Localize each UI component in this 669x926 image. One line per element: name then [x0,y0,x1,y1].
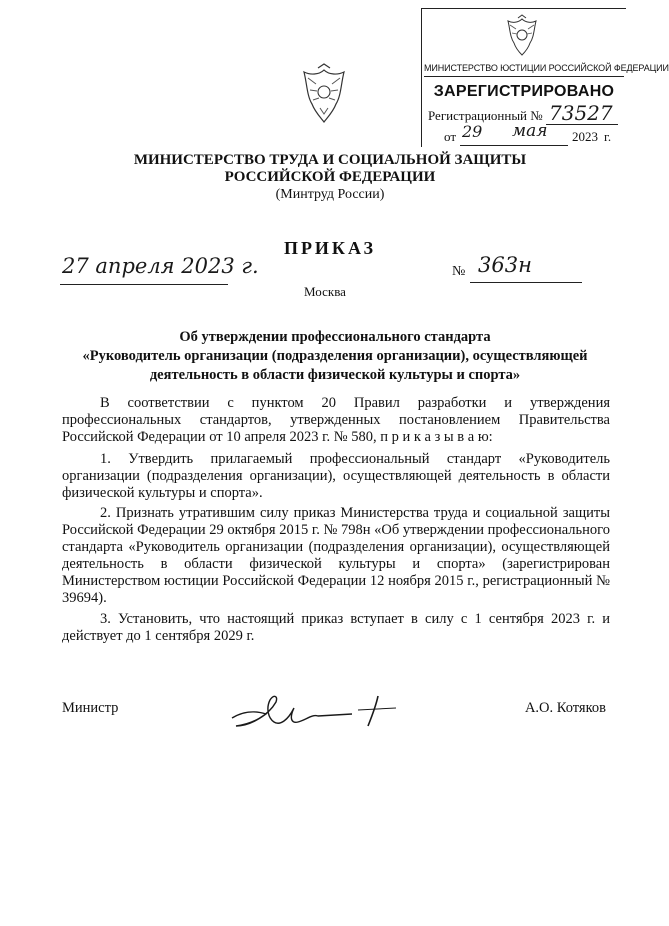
number-label: № [452,264,466,279]
title-line2: «Руководитель организации (подразделения организации), осуществляющей [82,348,588,364]
handwritten-number: 363н [478,253,532,277]
stamp-divider [424,76,624,77]
paragraph-item-2: 2. Признать утратившим силу приказ Министерства труда и социальной защиты Российской Федерации 29 октября 2015 г. № 798н «Об утверждении профессионального стандарта «Руководитель организации (подразделения организации), осуществляющей деятельность в области физической культуры и спорта» (зарегистрирован Министерством юстиции Российской Федерации 12 ноября 2015 г., регистрационный № 39694). [62,505,610,606]
coat-of-arms-icon [300,64,348,126]
stamp-date-underline [460,145,568,146]
handwritten-date: 27 апреля 2023 г. [62,254,259,278]
document-title [62,328,608,385]
stamp-month: мая [512,121,548,141]
title-line3: деятельность в области физической культуры и спорта» [149,367,521,383]
stamp-year-suffix: г. [604,129,612,144]
ministry-name-line2: РОССИЙСКОЙ ФЕДЕРАЦИИ [224,169,436,185]
paragraph-item-1: 1. Утвердить прилагаемый профессиональный стандарт «Руководитель организации (подразделения организации), осуществляющей деятельность в области физической культуры и спорта». [62,451,610,501]
signatory-name: А.О. Котяков [524,700,606,716]
number-underline [470,282,582,283]
signatory-position: Министр [62,700,119,716]
stamp-ministry-name: МИНИСТЕРСТВО ЮСТИЦИИ РОССИЙСКОЙ ФЕДЕРАЦИИ [424,63,669,73]
stamp-registered-label: ЗАРЕГИСТРИРОВАНО [433,83,615,100]
stamp-reg-number: 73527 [549,101,613,125]
handwritten-signature-icon [228,686,408,734]
ministry-short-name: (Минтруд России) [275,187,385,202]
ministry-name [80,152,580,186]
stamp-year: 2023 [572,129,598,144]
stamp-day: 29 [462,122,483,141]
paragraph-item-3: 3. Установить, что настоящий приказ вступает в силу с 1 сентября 2023 г. и действует до 1 сентября 2029 г. [62,611,610,644]
coat-of-arms-icon [504,15,540,59]
date-underline [60,284,228,285]
paragraph-preamble: В соответствии с пунктом 20 Правил разработки и утверждения профессиональных стандартов, утвержденных постановлением Правительства Российской Федерации от 10 апреля 2023 г. № 580, п р и к а з ы в а ю: [62,395,610,445]
title-line1: Об утверждении профессионального стандарта [179,329,491,345]
stamp-reg-underline [546,124,618,125]
registration-stamp [421,8,669,147]
ministry-name-line1: МИНИСТЕРСТВО ТРУДА И СОЦИАЛЬНОЙ ЗАЩИТЫ [133,152,527,168]
city: Москва [304,284,346,299]
stamp-reg-label: Регистрационный № [428,108,543,123]
stamp-from-label: от [444,129,457,144]
document-type: ПРИКАЗ [283,238,377,258]
